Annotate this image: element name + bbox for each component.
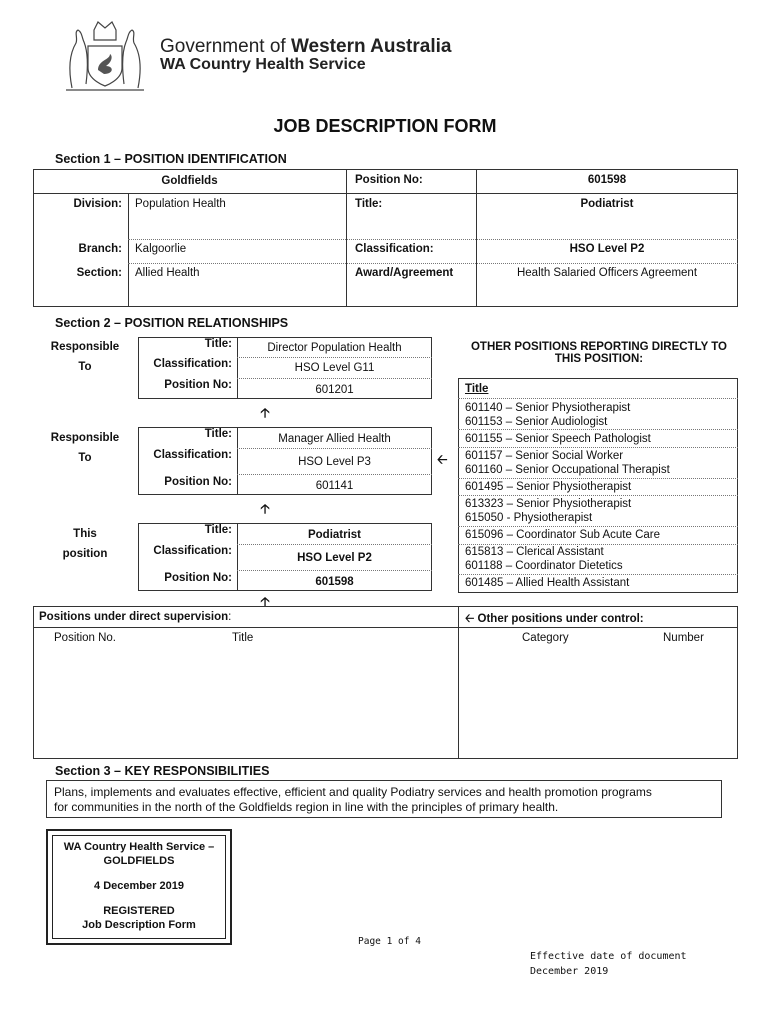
key-responsibilities-line2: for communities in the north of the Goldfields region in line with the principles of primary health.: [54, 800, 559, 814]
award-value: Health Salaried Officers Agreement: [516, 267, 698, 279]
section2-heading: Section 2 – POSITION RELATIONSHIPS: [55, 316, 289, 330]
title-value: Podiatrist: [580, 198, 634, 210]
list-item: 601485 – Allied Health Assistant: [465, 577, 630, 589]
box1-title-label: Title:: [204, 338, 232, 350]
branch-value: Kalgoorlie: [135, 243, 187, 255]
list-item: 615813 – Clerical Assistant: [465, 546, 604, 558]
stamp-date: 4 December 2019: [94, 880, 184, 892]
position-no-label: Position No:: [355, 174, 423, 186]
list-item: 601160 – Senior Occupational Therapist: [465, 464, 670, 476]
box1-position-no-label: Position No:: [164, 379, 232, 391]
box2-position-no-label: Position No:: [164, 476, 232, 488]
section-value: Allied Health: [135, 267, 200, 279]
list-item: 601188 – Coordinator Dietetics: [465, 560, 623, 572]
box2-classification: HSO Level P3: [298, 456, 371, 468]
col-position-no: Position No.: [54, 632, 117, 644]
to-label-2: To: [78, 452, 92, 464]
division-value: Population Health: [135, 198, 226, 210]
effective-date-label: Effective date of document: [530, 951, 687, 962]
position-identification-table: [33, 169, 738, 307]
stamp-line2: GOLDFIELDS: [103, 855, 175, 867]
supervision-label: Positions under direct supervision:: [39, 611, 232, 623]
col-category: Category: [522, 632, 569, 644]
stamp-registered: REGISTERED: [103, 905, 175, 917]
box2-classification-label: Classification:: [153, 449, 232, 461]
other-positions-title-header: Title: [465, 383, 489, 395]
list-item: 613323 – Senior Physiotherapist: [465, 498, 632, 510]
box2-title-label: Title:: [204, 428, 232, 440]
box3-title-label: Title:: [204, 524, 232, 536]
box1-position-no: 601201: [315, 384, 354, 396]
section1-heading: Section 1 – POSITION IDENTIFICATION: [55, 152, 287, 166]
arrow-left-icon: 🡠: [465, 613, 475, 625]
list-item: 615096 – Coordinator Sub Acute Care: [465, 529, 660, 541]
branch-label: Branch:: [78, 243, 122, 255]
box3-classification: HSO Level P2: [297, 552, 372, 564]
col-number: Number: [663, 632, 704, 644]
classification-value: HSO Level P2: [569, 243, 645, 255]
list-item: 601155 – Senior Speech Pathologist: [465, 433, 651, 445]
list-item: 601495 – Senior Physiotherapist: [465, 481, 632, 493]
position-no-value: 601598: [587, 174, 627, 186]
box1-classification: HSO Level G11: [294, 362, 375, 374]
page-title: JOB DESCRIPTION FORM: [273, 116, 497, 136]
section3-heading: Section 3 – KEY RESPONSIBILITIES: [55, 764, 270, 778]
box2-position-no: 601141: [315, 480, 354, 492]
responsible-label-2: Responsible: [50, 432, 120, 444]
stamp-form: Job Description Form: [82, 919, 196, 931]
responsible-label-1: Responsible: [50, 341, 120, 353]
org-name-line2: WA Country Health Service: [160, 56, 366, 73]
key-responsibilities-line1: Plans, implements and evaluates effective, efficient and quality Podiatry services and health promotion programs: [54, 785, 652, 799]
to-label-1: To: [78, 361, 92, 373]
list-item: 601157 – Senior Social Worker: [465, 450, 624, 462]
box3-classification-label: Classification:: [153, 545, 232, 557]
list-item: 601140 – Senior Physiotherapist: [465, 402, 631, 414]
position-label: position: [62, 548, 108, 560]
this-label: This: [73, 528, 97, 540]
effective-date: December 2019: [530, 966, 609, 977]
division-label: Division:: [73, 198, 122, 210]
other-control-label: 🡠 Other positions under control:: [465, 613, 644, 625]
box2-title: Manager Allied Health: [278, 433, 391, 445]
other-positions-heading-line2: THIS POSITION:: [554, 353, 644, 365]
award-label: Award/Agreement: [355, 267, 454, 279]
page-number: Page 1 of 4: [358, 936, 421, 947]
box1-title: Director Population Health: [267, 342, 402, 354]
classification-label: Classification:: [355, 243, 434, 255]
other-positions-heading-line1: OTHER POSITIONS REPORTING DIRECTLY TO: [470, 341, 727, 353]
col-title: Title: [232, 632, 254, 644]
title-label: Title:: [355, 198, 383, 210]
region: Goldfields: [161, 175, 218, 187]
list-item: 615050 - Physiotherapist: [465, 512, 593, 524]
list-item: 601153 – Senior Audiologist: [465, 416, 608, 428]
box1-classification-label: Classification:: [153, 358, 232, 370]
section-label: Section:: [76, 267, 122, 279]
arrow-left-icon: 🡠: [437, 452, 448, 467]
wa-coat-of-arms-logo: [58, 18, 152, 96]
box3-position-no-label: Position No:: [164, 572, 232, 584]
box3-title: Podiatrist: [307, 529, 362, 541]
box3-position-no: 601598: [315, 576, 354, 588]
stamp-line1: WA Country Health Service –: [63, 841, 215, 853]
arrow-up-icon: 🡡: [260, 405, 270, 420]
org-name-line1: Government of Western Australia: [160, 36, 452, 57]
arrow-up-icon: 🡡: [260, 594, 270, 609]
arrow-up-icon: 🡡: [260, 501, 270, 516]
